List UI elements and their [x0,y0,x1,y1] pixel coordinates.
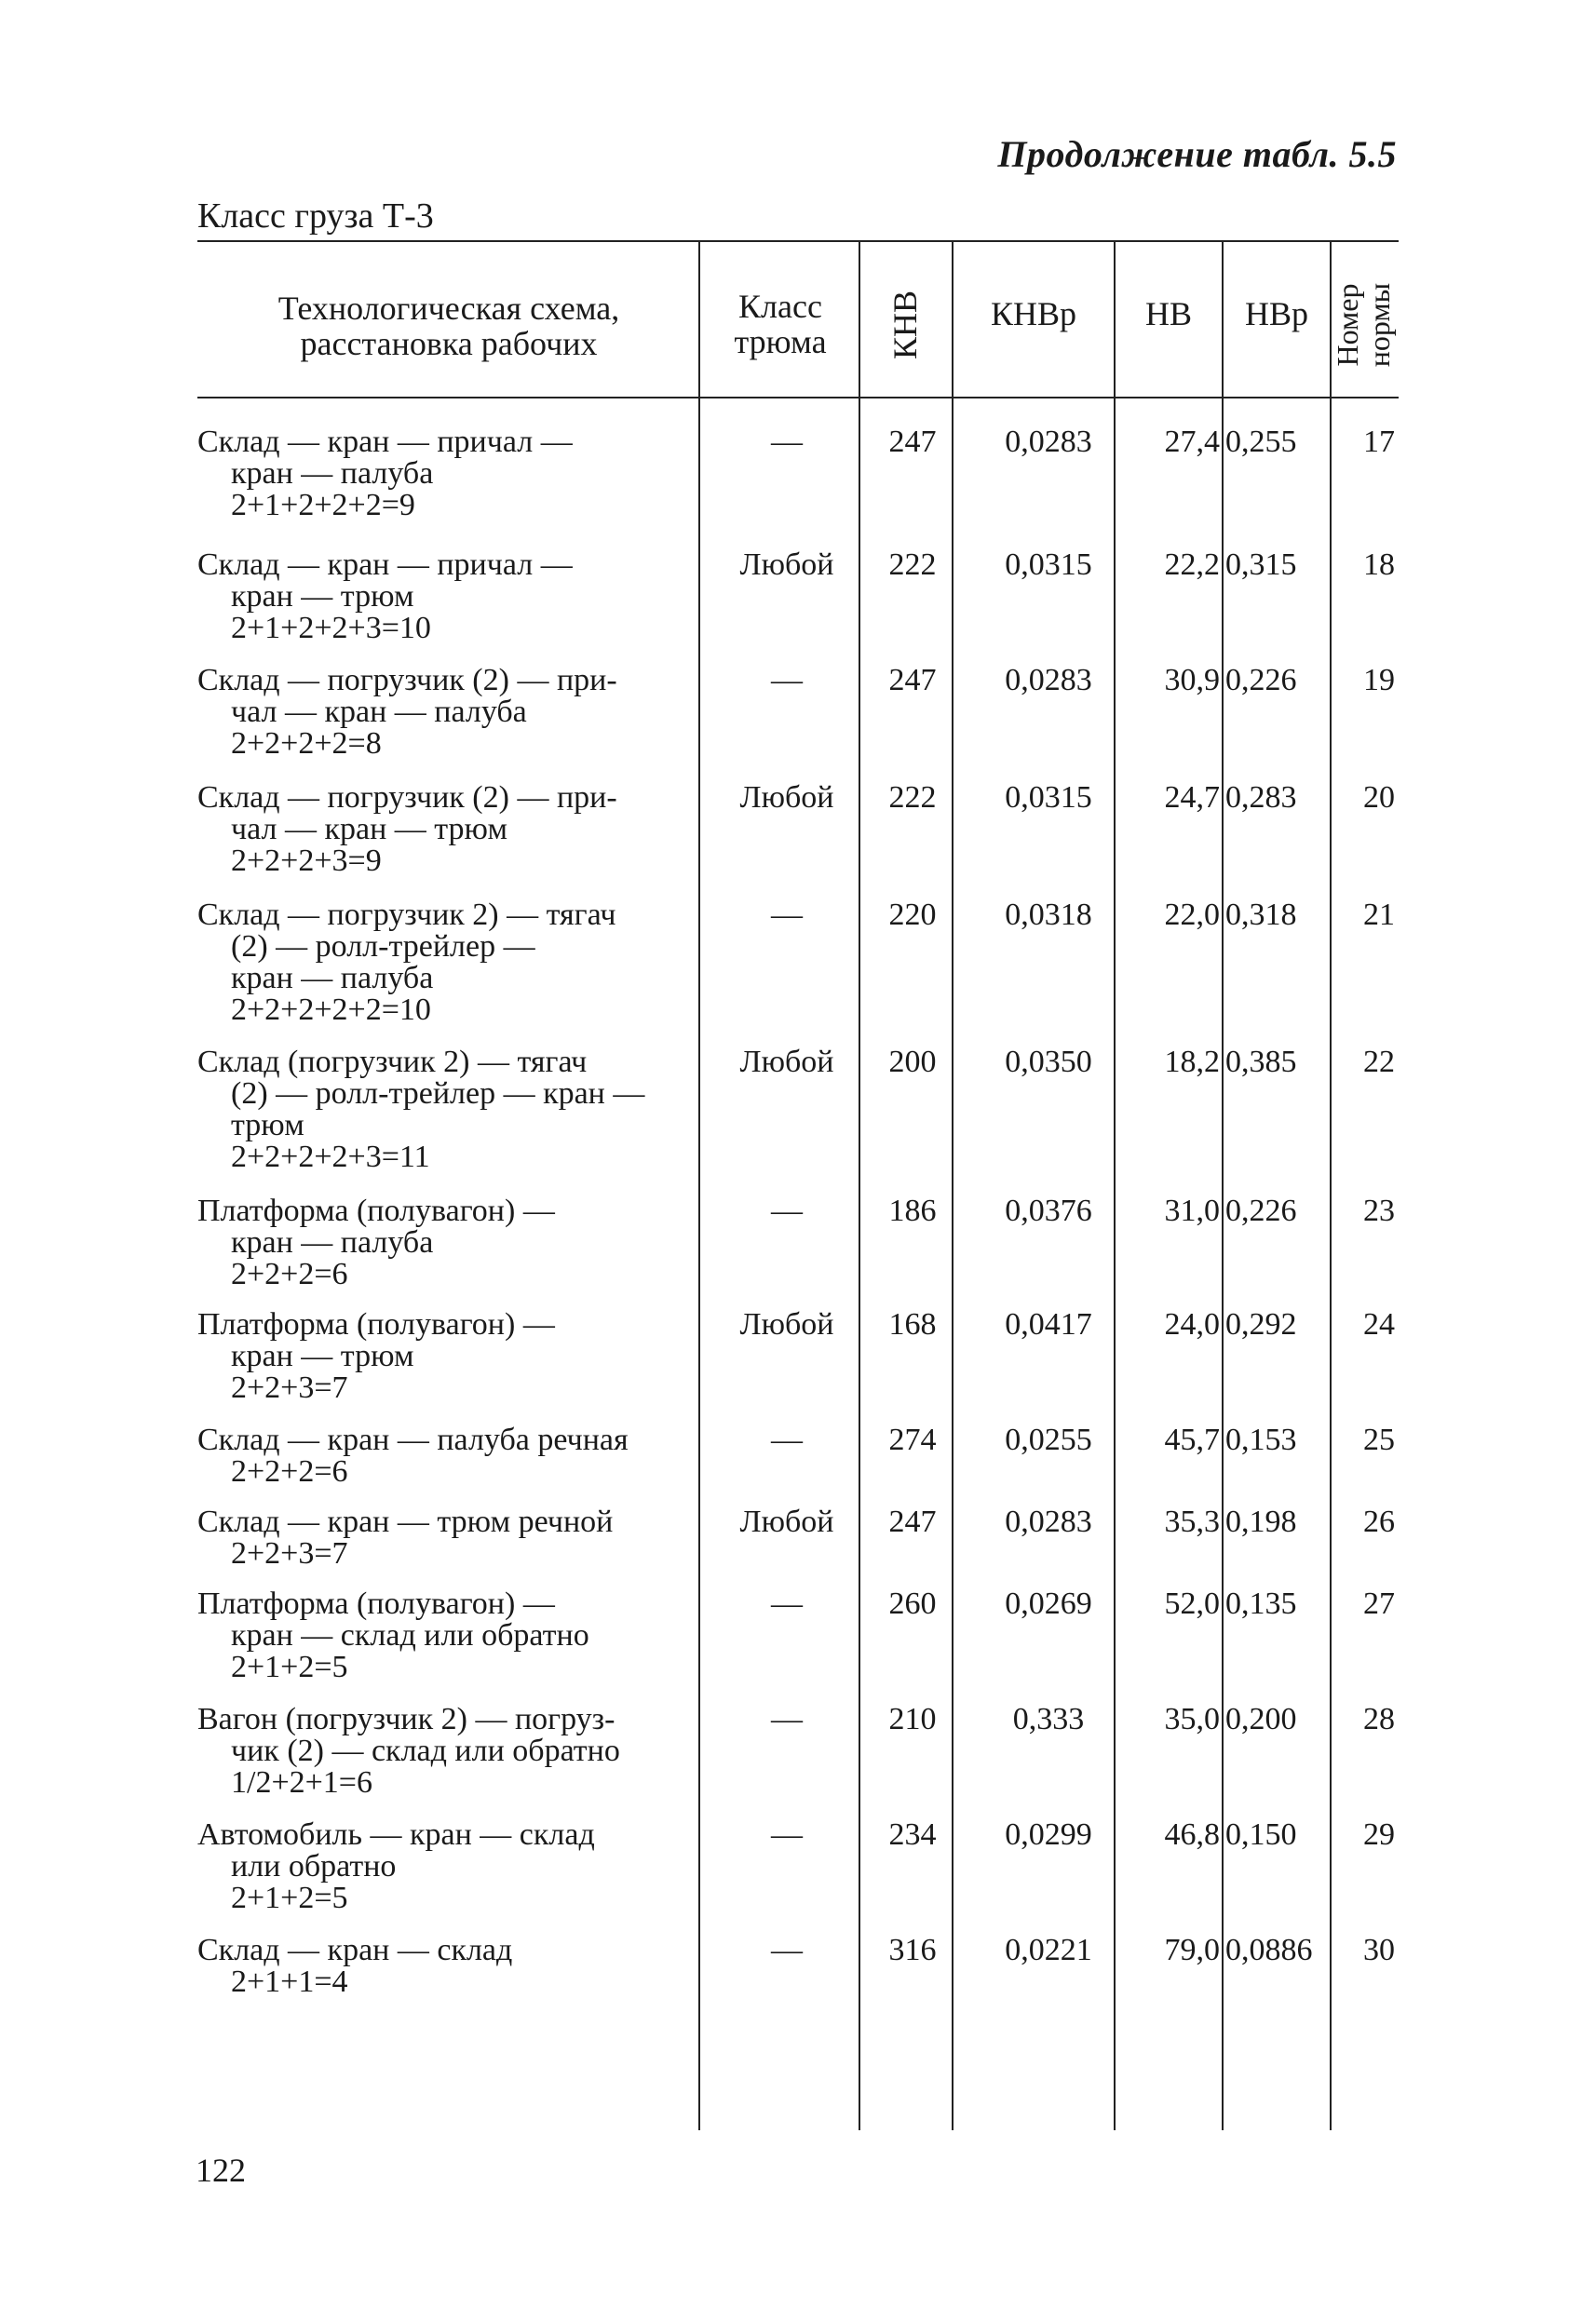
header-hold-class: Класс трюма [734,288,827,360]
knvr-cell: 0,0255 [1005,1423,1092,1457]
hold-class-cell: Любой [739,547,834,582]
nvr-cell: 0,283 [1225,780,1297,815]
norm-number-cell: 20 [1363,780,1395,815]
header-knv: КНВ [886,290,924,360]
nvr-cell: 0,200 [1225,1702,1297,1736]
nvr-cell: 0,292 [1225,1307,1297,1342]
scheme-cell [197,1588,700,1683]
scheme-line: (2) — ролл-трейлер — [231,929,535,964]
hold-class-cell: — [771,1587,803,1621]
knvr-cell: 0,0299 [1005,1817,1092,1852]
knv-cell: 168 [888,1307,937,1342]
nvr-cell: 0,385 [1225,1045,1297,1079]
nvr-cell: 0,226 [1225,663,1297,697]
nvr-cell: 0,318 [1225,898,1297,932]
knvr-cell: 0,0221 [1005,1933,1092,1967]
norm-number-cell: 23 [1363,1194,1395,1228]
knvr-cell: 0,0417 [1005,1307,1092,1342]
nv-cell: 35,3 [1164,1505,1220,1539]
nvr-cell: 0,226 [1225,1194,1297,1228]
nv-cell: 31,0 [1164,1194,1220,1228]
norm-number-cell: 28 [1363,1702,1395,1736]
scheme-line: 2+2+2=6 [231,1454,348,1489]
scheme-line: Склад — кран — палуба речная [197,1423,629,1457]
scheme-line: 2+2+3=7 [231,1371,348,1405]
norm-number-cell: 17 [1363,425,1395,459]
scheme-line: Автомобиль — кран — склад [197,1817,595,1852]
nvr-cell: 0,153 [1225,1423,1297,1457]
scheme-line: Платформа (полувагон) — [197,1587,555,1621]
norm-number-cell: 19 [1363,663,1395,697]
cargo-class-label: Класс груза Т-3 [197,196,434,236]
knv-cell: 220 [888,898,937,932]
header-knvr: КНВр [990,295,1077,332]
knvr-cell: 0,0269 [1005,1587,1092,1621]
nv-cell: 52,0 [1164,1587,1220,1621]
nv-cell: 24,7 [1164,780,1220,815]
scheme-line: Склад — погрузчик 2) — тягач [197,898,616,932]
scheme-cell [197,1506,700,1570]
nv-cell: 46,8 [1164,1817,1220,1852]
knvr-cell: 0,333 [1012,1702,1085,1736]
knv-cell: 186 [888,1194,937,1228]
scheme-line: 2+1+2=5 [231,1881,348,1915]
scheme-line: 2+2+3=7 [231,1536,348,1571]
nv-cell: 22,0 [1164,898,1220,932]
knv-cell: 234 [888,1817,937,1852]
hold-class-cell: — [771,898,803,932]
scheme-line: 2+2+2=6 [231,1257,348,1291]
nv-cell: 30,9 [1164,663,1220,697]
scheme-line: кран — палуба [231,961,434,995]
norm-number-cell: 18 [1363,547,1395,582]
scheme-line: Склад — погрузчик (2) — при- [197,663,617,697]
nv-cell: 24,0 [1164,1307,1220,1342]
hold-class-cell: — [771,1817,803,1852]
scheme-cell [197,1819,700,1914]
scheme-line: 2+2+2+2=8 [231,726,382,761]
scheme-line: кран — палуба [231,1225,434,1260]
scheme-line: Склад — погрузчик (2) — при- [197,780,617,815]
table-top-rule [197,240,1399,242]
scheme-line: 2+1+1=4 [231,1965,348,1999]
nvr-cell: 0,135 [1225,1587,1297,1621]
knv-cell: 316 [888,1933,937,1967]
scheme-cell [197,549,700,644]
scheme-cell [197,782,700,877]
scheme-line: чик (2) — склад или обратно [231,1734,620,1768]
scheme-cell [197,899,700,1026]
header-nvr: НВр [1244,295,1308,332]
column-divider [1222,240,1224,2130]
header-norm-number: Номер нормы [1331,282,1396,368]
knv-cell: 247 [888,425,937,459]
knv-cell: 210 [888,1702,937,1736]
nvr-cell: 0,315 [1225,547,1297,582]
knv-cell: 247 [888,663,937,697]
nv-cell: 79,0 [1164,1933,1220,1967]
scheme-cell [197,1704,700,1799]
scheme-line: чал — кран — трюм [231,812,508,846]
norm-number-cell: 30 [1363,1933,1395,1967]
scheme-line: кран — палуба [231,456,434,491]
norm-number-cell: 27 [1363,1587,1395,1621]
knv-cell: 247 [888,1505,937,1539]
hold-class-cell: — [771,1423,803,1457]
scheme-line: 2+2+2+2+2=10 [231,992,431,1027]
scheme-line: Склад — кран — склад [197,1933,513,1967]
scheme-cell [197,1046,700,1173]
scheme-line: Склад — кран — причал — [197,425,573,459]
scheme-cell [197,1195,700,1290]
header-nv: НВ [1144,295,1192,332]
knv-cell: 222 [888,547,937,582]
nv-cell: 45,7 [1164,1423,1220,1457]
nv-cell: 22,2 [1164,547,1220,582]
knvr-cell: 0,0283 [1005,425,1092,459]
scheme-line: 2+2+2+3=9 [231,844,382,878]
scheme-line: Платформа (полувагон) — [197,1194,555,1228]
hold-class-cell: — [771,1933,803,1967]
scheme-line: 2+1+2+2+3=10 [231,611,431,645]
header-bottom-rule [197,397,1399,398]
nv-cell: 27,4 [1164,425,1220,459]
scheme-line: Вагон (погрузчик 2) — погруз- [197,1702,615,1736]
scheme-line: Склад — кран — трюм речной [197,1505,614,1539]
scheme-cell [197,426,700,521]
knv-cell: 200 [888,1045,937,1079]
scheme-line: Склад — кран — причал — [197,547,573,582]
scheme-line: Склад (погрузчик 2) — тягач [197,1045,588,1079]
nvr-cell: 0,255 [1225,425,1297,459]
knvr-cell: 0,0315 [1005,780,1092,815]
nvr-cell: 0,198 [1225,1505,1297,1539]
nvr-cell: 0,150 [1225,1817,1297,1852]
scheme-cell [197,1935,700,1998]
nv-cell: 18,2 [1164,1045,1220,1079]
knvr-cell: 0,0283 [1005,1505,1092,1539]
hold-class-cell: — [771,1194,803,1228]
norm-number-cell: 22 [1363,1045,1395,1079]
scheme-cell [197,1309,700,1404]
norm-number-cell: 25 [1363,1423,1395,1457]
knvr-cell: 0,0350 [1005,1045,1092,1079]
norm-number-cell: 24 [1363,1307,1395,1342]
scheme-line: 1/2+2+1=6 [231,1765,372,1800]
scheme-line: Платформа (полувагон) — [197,1307,555,1342]
knv-cell: 274 [888,1423,937,1457]
scheme-line: 2+1+2=5 [231,1650,348,1684]
knv-cell: 260 [888,1587,937,1621]
knv-cell: 222 [888,780,937,815]
scheme-cell [197,1425,700,1488]
nvr-cell: 0,0886 [1225,1933,1313,1967]
hold-class-cell: Любой [739,780,834,815]
norm-number-cell: 26 [1363,1505,1395,1539]
scheme-line: 2+2+2+2+3=11 [231,1140,430,1174]
scheme-line: чал — кран — палуба [231,695,527,729]
continuation-title: Продолжение табл. 5.5 [997,133,1397,175]
header-scheme: Технологическая схема, расстановка рабочих [277,290,620,362]
hold-class-cell: Любой [739,1505,834,1539]
knvr-cell: 0,0283 [1005,663,1092,697]
hold-class-cell: — [771,1702,803,1736]
hold-class-cell: — [771,663,803,697]
norm-number-cell: 21 [1363,898,1395,932]
scheme-line: (2) — ролл-трейлер — кран — [231,1076,645,1111]
scheme-line: трюм [231,1108,304,1142]
hold-class-cell: Любой [739,1045,834,1079]
hold-class-cell: Любой [739,1307,834,1342]
page-number: 122 [196,2152,246,2189]
knvr-cell: 0,0376 [1005,1194,1092,1228]
scheme-line: кран — склад или обратно [231,1618,589,1653]
norm-number-cell: 29 [1363,1817,1395,1852]
knvr-cell: 0,0318 [1005,898,1092,932]
scheme-line: или обратно [231,1849,397,1884]
scheme-line: 2+1+2+2+2=9 [231,488,415,522]
nv-cell: 35,0 [1164,1702,1220,1736]
hold-class-cell: — [771,425,803,459]
scheme-cell [197,665,700,760]
scheme-line: кран — трюм [231,579,414,614]
knvr-cell: 0,0315 [1005,547,1092,582]
scheme-line: кран — трюм [231,1339,414,1373]
